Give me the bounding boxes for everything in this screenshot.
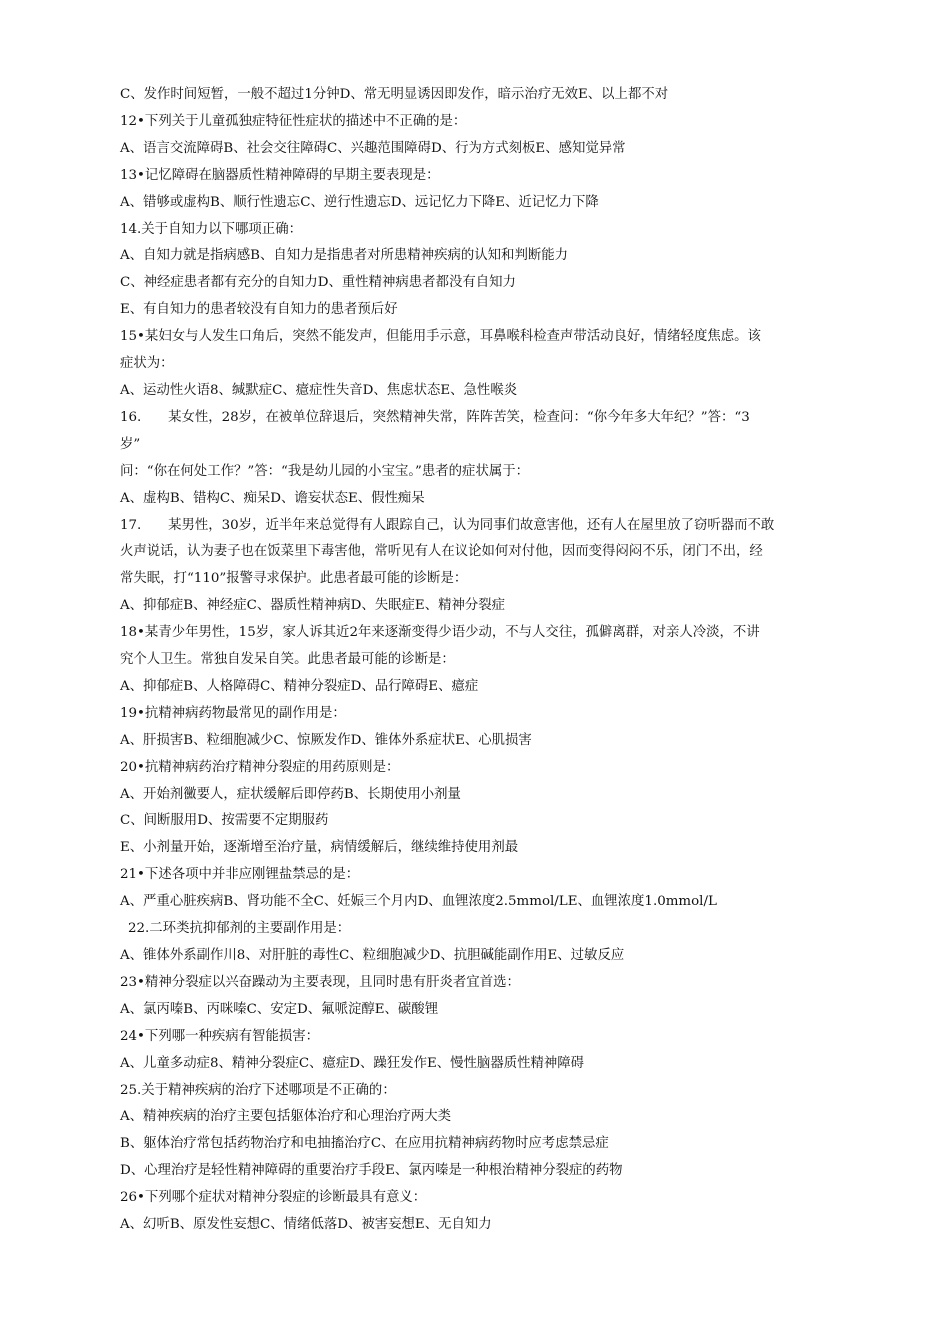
question-26: 26•下列哪个症状对精神分裂症的诊断最具有意义： xyxy=(120,1190,427,1206)
question-21: 21•下述各项中并非应刚锂盐禁忌的是： xyxy=(120,867,360,883)
options-14-c: C、神经症患者都有充分的自知力D、重性精神病患者都没有自知力 xyxy=(120,275,516,291)
question-12: 12•下列关于儿童孤独症特征性症状的描述中不正确的是： xyxy=(120,113,467,129)
options-26: A、幻听B、原发性妄想C、情绪低落D、被害妄想E、无自知力 xyxy=(120,1217,492,1233)
options-24: A、儿童多动症8、精神分裂症C、癔症D、躁狂发作E、慢性脑器质性精神障碍 xyxy=(120,1055,585,1071)
options-25-a: A、精神疾病的治疗主要包括躯体治疗和心理治疗两大类 xyxy=(120,1109,452,1125)
question-15-cont: 症状为： xyxy=(120,356,174,372)
question-24: 24•下列哪一种疾病有智能损害： xyxy=(120,1028,320,1044)
options-18: A、抑郁症B、人格障碍C、精神分裂症D、品行障碍E、癔症 xyxy=(120,678,479,694)
question-15: 15•某妇女与人发生口角后，突然不能发声，但能用手示意，耳鼻喉科检查声带活动良好，情绪轻度焦虑。该 xyxy=(120,329,761,345)
options-13: A、错够或虚构B、顺行性遗忘C、逆行性遗忘D、远记忆力下降E、近记忆力下降 xyxy=(120,194,599,210)
question-17: 17. 某男性，30岁，近半年来总觉得有人跟踪自己，认为同事们故意害他，还有人在屋里放了窃听器而不敢 xyxy=(120,517,775,533)
options-20-a: A、开始剂黴要人，症状缓解后即停药B、长期使用小剂量 xyxy=(120,786,461,802)
question-17-cont2: 常失眠，打“110”报警寻求保护。此患者最可能的诊断是： xyxy=(120,571,468,587)
options-12: A、语言交流障碍B、社会交往障碍C、兴趣范围障碍D、行为方式刻板E、感知觉异常 xyxy=(120,140,626,156)
options-23: A、氯丙嗪B、丙咪嗪C、安定D、氟哌淀醇E、碳酸锂 xyxy=(120,1001,439,1017)
question-13: 13•记忆障碍在脑器质性精神障碍的早期主要表现是： xyxy=(120,167,440,183)
options-21: A、严重心脏疾病B、肾功能不全C、妊娠三个月内D、血锂浓度2.5mmol/LE、血锂浓度1.0mmol/L xyxy=(120,894,717,910)
question-23: 23•精神分裂症以兴奋躁动为主要表现，且同时患有肝炎者宜首选： xyxy=(120,974,520,990)
options-20-c: C、间断服用D、按需要不定期服药 xyxy=(120,813,329,829)
question-16: 16. 某女性，28岁，在被单位辞退后，突然精神失常，阵阵苦笑，检查问：“你今年多大年纪？”答：“3 xyxy=(120,409,750,425)
options-22: A、锥体外系副作川8、对肝脏的毒性C、粒细胞减少D、抗胆碱能副作用E、过敏反应 xyxy=(120,948,625,963)
question-20: 20•抗精神病药治疗精神分裂症的用药原则是： xyxy=(120,759,400,775)
document-page xyxy=(120,82,832,1239)
question-25: 25.关于精神疾病的治疗下述哪项是不正确的： xyxy=(120,1082,396,1098)
question-18-cont: 究个人卫生。常独自发呆自笑。此患者最可能的诊断是： xyxy=(120,652,455,668)
options-20-e: E、小剂量开始，逐渐增至治疗量，病情缓解后，继续维持使用剂最 xyxy=(120,840,519,856)
question-16-cont: 岁” xyxy=(120,436,141,452)
question-18: 18•某青少年男性，15岁，家人诉其近2年来逐渐变得少语少动，不与人交往，孤僻离群，对亲人冷淡，不讲 xyxy=(120,625,760,641)
question-19: 19•抗精神病药物最常见的副作用是： xyxy=(120,705,346,721)
question-17-cont: 火声说话，认为妻子也在饭菜里下毒害他，常听见有人在议论如何对付他，因而变得闷闷不乐，闭门不出，经 xyxy=(120,544,763,560)
options-14-a: A、自知力就是指病感B、自知力是指患者对所患精神疾病的认知和判断能力 xyxy=(120,248,569,264)
options-14-e: E、有自知力的患者较没有自知力的患者预后好 xyxy=(120,302,398,318)
question-22: 22.二环类抗抑郁剂的主要副作用是： xyxy=(128,921,351,937)
options-19: A、肝损害B、粒细胞减少C、惊厥发作D、锥体外系症状E、心肌损害 xyxy=(120,732,532,748)
text-line: C、发作时间短暂，一般不超过1分钟D、常无明显诱因即发作，暗示治疗无效E、以上都不对 xyxy=(120,87,669,102)
options-17: A、抑郁症B、神经症C、器质性精神病D、失眠症E、精神分裂症 xyxy=(120,598,506,614)
options-25-d: D、心理治疗是轻性精神障碍的重要治疗手段E、氯丙嗪是一种根治精神分裂症的药物 xyxy=(120,1163,623,1179)
options-25-b: B、躯体治疗常包括药物治疗和电抽搐治疗C、在应用抗精神病药物时应考虑禁忌症 xyxy=(120,1136,609,1152)
question-16-cont2: 问：“你在何处工作？”答：“我是幼儿园的小宝宝。”患者的症状属于： xyxy=(120,463,530,479)
question-14: 14.关于自知力以下哪项正确： xyxy=(120,221,302,237)
options-15: A、运动性火语8、缄默症C、癔症性失音D、焦虑状态E、急性喉炎 xyxy=(120,382,518,398)
options-16: A、虚构B、错构C、痴呆D、谵妄状态E、假性痴呆 xyxy=(120,490,425,506)
